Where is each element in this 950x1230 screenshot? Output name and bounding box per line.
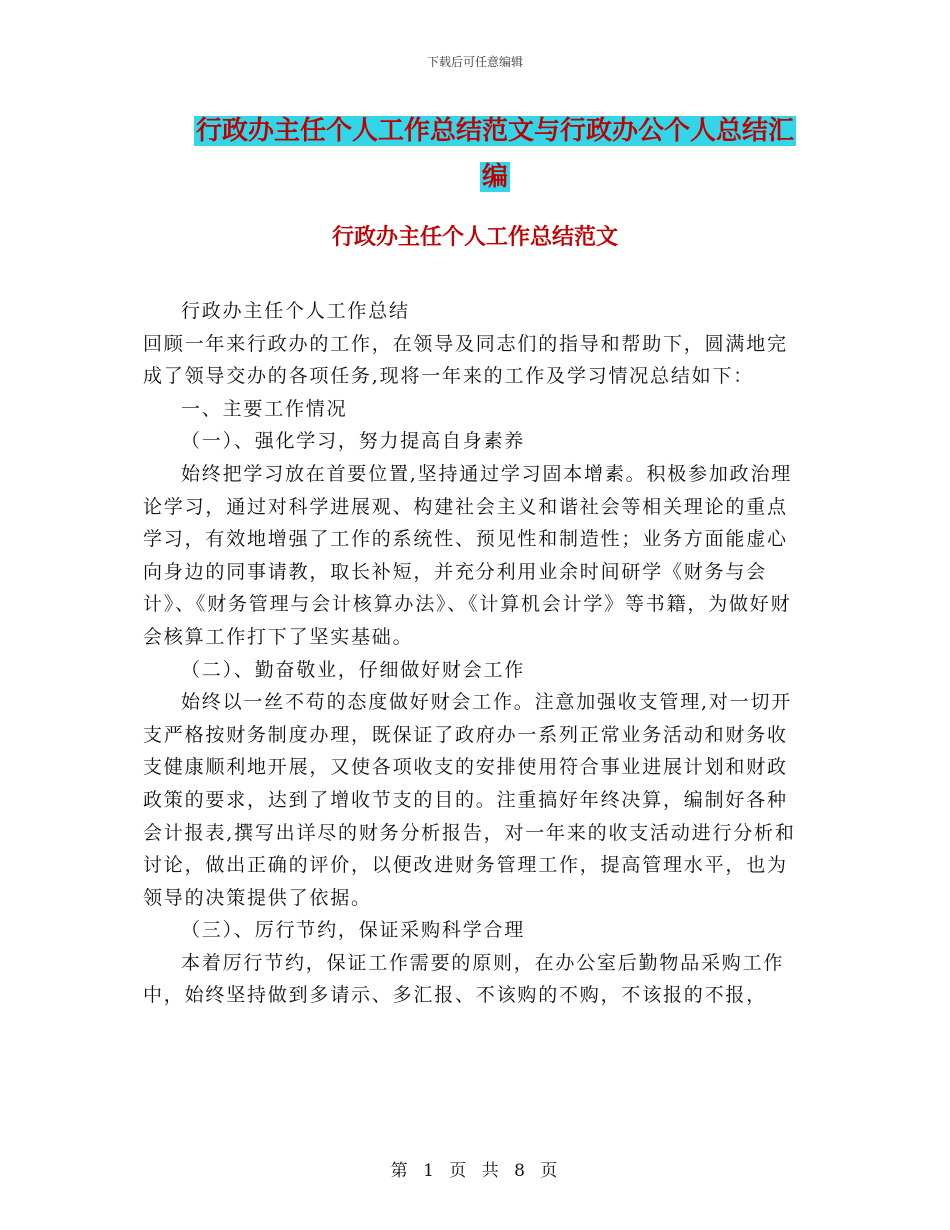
document-title-line-1: 行政办主任个人工作总结范文与行政办公个人总结汇 <box>195 116 794 146</box>
heading-procurement: （三）、厉行节约，保证采购科学合理 <box>181 919 526 942</box>
heading-main-work: 一、主要工作情况 <box>181 397 348 420</box>
header-note: 下载后可任意编辑 <box>426 55 523 69</box>
footer-label-ye-2: 页 <box>540 1161 560 1181</box>
page-footer <box>0 1156 950 1181</box>
footer-label-ye: 页 <box>449 1161 469 1181</box>
document-title <box>145 108 845 200</box>
heading-study: （一）、强化学习，努力提高自身素养 <box>181 430 526 453</box>
paragraph-intro: 回顾一年来行政办的工作，在领导及同志们的指导和帮助下，圆满地完成了领导交办的各项任务,现将一年来的工作及学习情况总结如下： <box>143 332 788 388</box>
paragraph-study: 始终把学习放在首要位置,坚持通过学习固本增素。积极参加政治理论学习，通过对科学进展观、构建社会主义和谐社会等相关理论的重点学习，有效地增强了工作的系统性、预见性和制造性；业务方面能虚心向身边的同事请教，取长补短，并充分利用业余时间研学《财务与会计》、《财务管理与会计核算办法》、《计算机会计学》等书籍，为做好财会核算工作打下了坚实基础。 <box>143 462 793 648</box>
paragraph-finance: 始终以一丝不苟的态度做好财会工作。注意加强收支管理,对一切开支严格按财务制度办理，既保证了政府办一系列正常业务活动和财务收支健康顺利地开展，又使各项收支的安排使用符合事业进展计划和财政政策的要求，达到了增收节支的目的。注重搞好年终决算，编制好各种会计报表,撰写出详尽的财务分析报告，对一年来的收支活动进行分析和讨论，做出正确的评价，以便改进财务管理工作，提高管理水平，也为领导的决策提供了依据。 <box>143 691 796 909</box>
section-title: 行政办主任个人工作总结范文 <box>331 225 618 250</box>
document-title-line-2: 编 <box>481 162 508 192</box>
footer-label-page: 第 <box>390 1161 410 1181</box>
paragraph-procurement: 本着厉行节约，保证工作需要的原则，在办公室后勤物品采购工作中，始终坚持做到多请示、多汇报、不该购的不购，不该报的不报， <box>143 951 785 1007</box>
footer-page-number: 1 <box>423 1161 436 1181</box>
footer-total-pages: 8 <box>514 1161 527 1181</box>
footer-label-total: 共 <box>481 1161 501 1181</box>
document-body <box>143 295 808 1012</box>
paragraph-subtitle: 行政办主任个人工作总结 <box>181 300 410 322</box>
heading-finance: （二）、勤奋敬业，仔细做好财会工作 <box>181 658 526 681</box>
